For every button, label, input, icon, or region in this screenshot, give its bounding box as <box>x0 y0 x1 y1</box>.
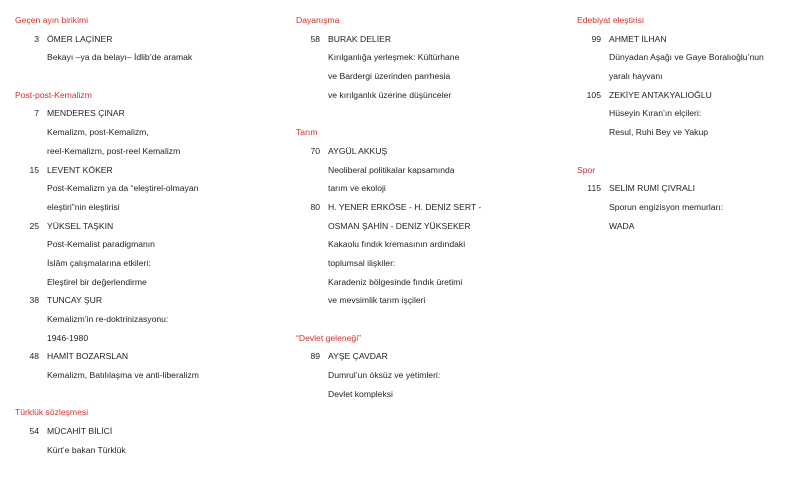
section-heading: Geçen ayın birikimi <box>15 15 89 25</box>
spacer <box>296 310 561 329</box>
toc-entry-author <box>296 217 561 236</box>
article-title-line <box>296 179 561 198</box>
page-number: 115 <box>587 183 601 194</box>
article-title: ve mevsimlik tarım işçileri <box>328 295 426 306</box>
toc-column-3 <box>577 11 792 235</box>
article-title: Kemalizm, Batılılaşma ve anti-liberalizm <box>47 370 199 381</box>
spacer <box>15 67 280 86</box>
page-number: 70 <box>310 145 320 156</box>
author-name: OSMAN ŞAHİN - DENİZ YÜKSEKER <box>328 220 471 231</box>
article-title-line <box>15 366 280 385</box>
spacer <box>15 385 280 404</box>
article-title: Bekayı –ya da belayı– İdlib’de aramak <box>47 52 193 63</box>
section-heading: Türklük sözleşmesi <box>15 407 89 418</box>
article-title: Karadeniz bölgesinde fındık üretimi <box>328 276 463 287</box>
toc-entry-author <box>15 161 280 180</box>
article-title-line <box>15 123 280 142</box>
article-title: Kürt’e bakan Türklük <box>47 444 126 455</box>
article-title-line <box>15 441 280 460</box>
page-number: 54 <box>29 426 39 437</box>
section-heading: Spor <box>577 164 596 175</box>
section-heading: Edebiyat eleştirisi <box>577 15 644 25</box>
author-name: MENDERES ÇINAR <box>47 108 125 119</box>
article-title-line <box>296 366 561 385</box>
toc-entry-author <box>296 347 561 366</box>
toc-entry-author <box>15 30 280 49</box>
article-title-line <box>15 254 280 273</box>
article-title: 1946-1980 <box>47 332 89 343</box>
author-name: AHMET İLHAN <box>609 33 667 44</box>
section-heading: Dayanışma <box>296 15 340 25</box>
article-title: Eleştirel bir değerlendirme <box>47 276 147 287</box>
page-number: 58 <box>310 33 320 44</box>
article-title-line <box>577 48 792 67</box>
author-name: LEVENT KÖKER <box>47 164 113 175</box>
author-name: BURAK DELİER <box>328 33 392 44</box>
author-name: ZEKİYE ANTAKYALIOĞLU <box>609 89 712 100</box>
spacer <box>577 142 792 161</box>
article-title: Post-Kemalist paradigmanın <box>47 239 155 250</box>
article-title-line <box>577 217 792 236</box>
article-title-line <box>296 385 561 404</box>
article-title-line <box>296 48 561 67</box>
page-number: 38 <box>29 295 39 306</box>
article-title-line <box>577 123 792 142</box>
author-name: HAMİT BOZARSLAN <box>47 351 129 362</box>
article-title: Neoliberal politikalar kapsamında <box>328 164 455 175</box>
article-title: Dünyadan Aşağı ve Gaye Boralıoğlu’nun <box>609 52 764 63</box>
article-title-line <box>15 329 280 348</box>
article-title: Kırılganlığa yerleşmek: Kültürhane <box>328 52 460 63</box>
toc-entry-author <box>577 179 792 198</box>
author-name: H. YENER ERKÖSE - H. DENİZ SERT - <box>328 201 482 212</box>
section-heading: Post-post-Kemalizm <box>15 89 92 100</box>
toc-column-1 <box>15 11 280 460</box>
spacer <box>296 104 561 123</box>
article-title: İslâm çalışmalarına etkileri: <box>47 257 151 268</box>
toc-column-2 <box>296 11 561 403</box>
article-title-line <box>15 310 280 329</box>
toc-entry-author <box>15 291 280 310</box>
author-name: AYGÜL AKKUŞ <box>328 145 388 156</box>
article-title: reel-Kemalizm, post-reel Kemalizm <box>47 145 181 156</box>
section-heading: “Devlet geleneği” <box>296 332 361 343</box>
article-title-line <box>296 291 561 310</box>
article-title-line <box>296 235 561 254</box>
article-title: Kemalizm’in re-doktrinizasyonu: <box>47 314 169 324</box>
section-heading: Tarım <box>296 127 318 138</box>
article-title-line <box>15 235 280 254</box>
author-name: TUNCAY ŞUR <box>47 295 103 306</box>
article-title-line <box>296 161 561 180</box>
page-number: 15 <box>29 164 39 175</box>
toc-entry-author <box>577 86 792 105</box>
toc-entry-author <box>296 198 561 217</box>
article-title-line <box>577 104 792 123</box>
article-title: tarım ve ekoloji <box>328 183 386 194</box>
article-title: yaralı hayvanı <box>609 71 663 82</box>
author-name: ÖMER LAÇİNER <box>47 33 113 44</box>
page-number: 89 <box>310 351 320 362</box>
article-title-line <box>296 86 561 105</box>
toc-entry-author <box>296 142 561 161</box>
article-title-line <box>577 198 792 217</box>
toc-entry-author <box>15 104 280 123</box>
article-title: eleştiri”nin eleştirisi <box>47 201 120 212</box>
toc-entry-author <box>15 217 280 236</box>
article-title: ve kırılganlık üzerine düşünceler <box>328 89 452 100</box>
toc-entry-author <box>15 347 280 366</box>
article-title-line <box>15 179 280 198</box>
page-number: 48 <box>29 351 39 362</box>
author-name: YÜKSEL TAŞKIN <box>47 220 114 231</box>
page-number: 3 <box>34 33 39 44</box>
article-title-line <box>15 48 280 67</box>
article-title: Hüseyin Kıran’ın elçileri: <box>609 108 702 119</box>
article-title-line <box>15 198 280 217</box>
article-title: Sporun engizisyon memurları: <box>609 201 724 212</box>
article-title: Post-Kemalizm ya da “eleştirel-olmayan <box>47 183 199 194</box>
page-number: 80 <box>310 201 320 212</box>
author-name: AYŞE ÇAVDAR <box>328 351 388 362</box>
page-number: 99 <box>591 33 601 44</box>
article-title: WADA <box>609 220 635 231</box>
article-title: Devlet kompleksi <box>328 388 393 399</box>
toc-entry-author <box>577 30 792 49</box>
article-title-line <box>296 273 561 292</box>
article-title: ve Bardergi üzerinden parrhesia <box>328 71 451 82</box>
article-title-line <box>296 67 561 86</box>
article-title-line <box>577 67 792 86</box>
article-title: toplumsal ilişkiler: <box>328 257 396 268</box>
article-title-line <box>15 273 280 292</box>
page-number: 25 <box>29 220 39 231</box>
article-title: Kemalizm, post-Kemalizm, <box>47 127 149 138</box>
author-name: SELİM RUMİ ÇIVRALI <box>609 183 695 194</box>
article-title: Dumrul’un öksüz ve yetimleri: <box>328 370 441 381</box>
page-number: 7 <box>34 108 39 119</box>
article-title-line <box>296 254 561 273</box>
toc-entry-author <box>296 30 561 49</box>
toc-entry-author <box>15 422 280 441</box>
article-title-line <box>15 142 280 161</box>
article-title: Resul, Ruhi Bey ve Yakup <box>609 127 709 138</box>
article-title: Kakaolu fındık kremasının ardındaki <box>328 239 466 250</box>
page-number: 105 <box>586 89 601 100</box>
author-name: MÜCAHİT BİLİCİ <box>47 426 113 437</box>
